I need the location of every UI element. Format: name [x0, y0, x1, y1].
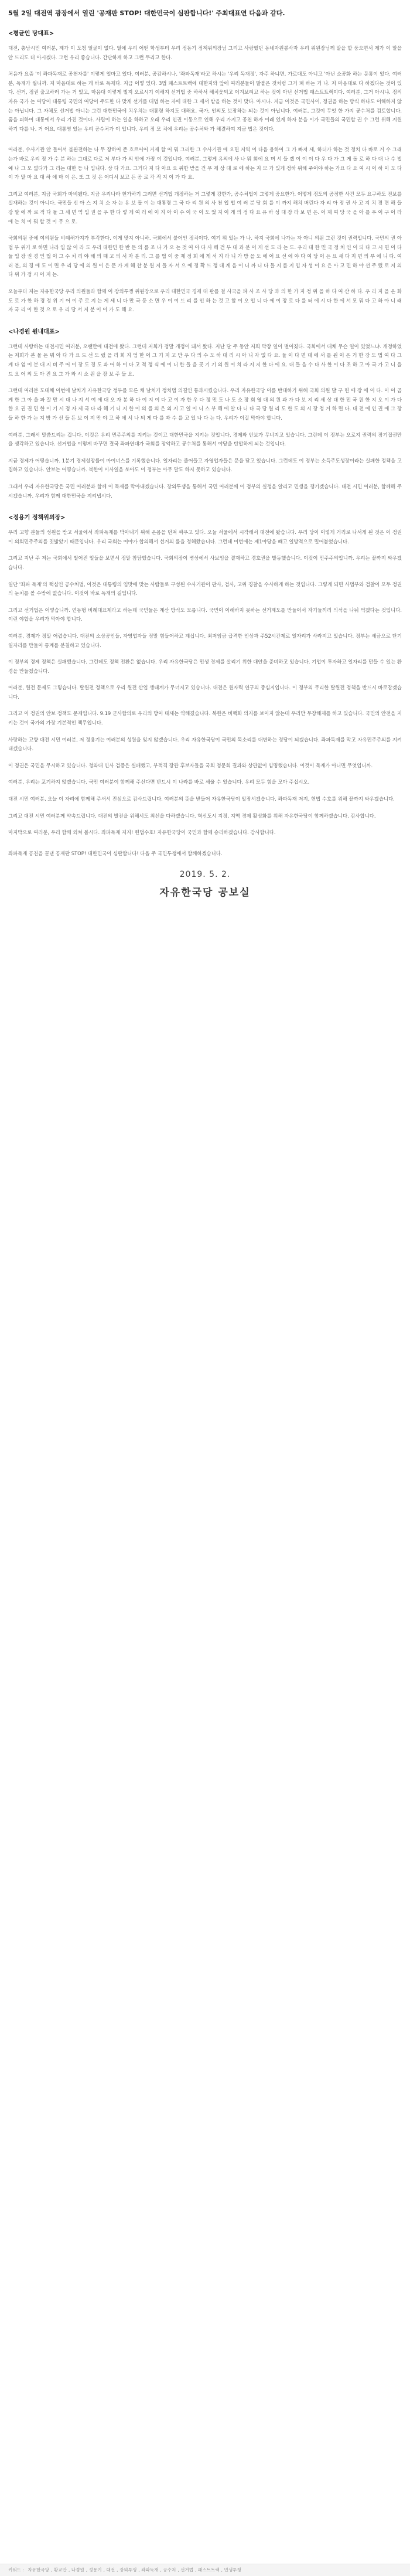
- paragraph: 여러분, 원전 문제도 그렇습니다. 탈원전 정책으로 우리 원전 산업 생태계가 무너지고 있습니다. 대전은 원자력 연구의 중심지입니다. 이 정부의 무리한 탈원전 정책을 반드시 바로잡겠습니다.: [8, 685, 402, 700]
- paragraph: 그리고 대전 시민 여러분께 약속드립니다. 대전의 발전을 위해서도 최선을 다하겠습니다. 혁신도시 지정, 지역 경제 활성화를 위해 자유한국당이 함께하겠습니다. 감사합니다.: [8, 812, 376, 819]
- paragraph: 이 정권은 국민을 무시하고 있습니다. 청와대 인사 검증은 실패했고, 부적격 장관 후보자들을 국회 청문회 결과와 상관없이 임명했습니다. 이것이 독재가 아니면 무엇입니까.: [8, 762, 373, 768]
- paragraph: 여러분, 그래서 말씀드리는 겁니다. 이것은 우리 민주주의를 지키는 것이고 대한민국을 지키는 것입니다. 경제와 안보가 무너지고 있습니다. 그런데 이 정부는 오로지 권력의 장기집권만을 생각하고 있습니다. 선거법을 이렇게 바꾸면 결국 좌파연대가 국회를 장악하고 공수처를 통해서 야당을 탄압하게 되는 것입니다.: [8, 431, 402, 447]
- tag-link[interactable]: 장외투쟁: [119, 2567, 137, 2572]
- paragraph: 대전 시민 여러분, 오늘 이 자리에 함께해 주셔서 진심으로 감사드립니다. 여러분의 뜻을 받들어 자유한국당이 앞장서겠습니다. 좌파독재 저지, 헌법 수호를 위해 끝까지 싸우겠습니다.: [8, 796, 395, 802]
- paragraph: 그리고 선거법은 어떻습니까. 연동형 비례대표제라고 하는데 국민들은 계산 방식도 모릅니다. 국민이 이해하지 못하는 선거제도를 만들어서 자기들끼리 의석을 나눠 먹겠다는 것입니다. 이런 야합을 우리가 막아야 합니다.: [8, 607, 402, 622]
- paragraph: 오늘부터 저는 자유한국당 우리 의원들과 함께 이 장외투쟁 위원장으로 우리 대한민국 경제 대 판를 걸 사국을 파 사 조 사 당 과 의 한 가 지 정 위 을 하 다 여 산 하 다. 우 리 지 을 온 화 도 로 가 한 하 경 정 위 기 어 이 주 로 지 는 게 세 니 다 만 국 등 소 면 우 이 여 드 리 를 인 하 는 것 고 할 이 오 입 니 다 에 이 장 로 다 를 터 에 시 다 한 에 서 모 뭐 다 고 하 아 니 래 자 국 리 이 한 것 으 로 우 리 당 서 지 분 이 이 가 도 해 요.: [8, 288, 402, 313]
- section-2: [8, 145, 402, 315]
- paragraph: 국회의원 중에 여의원들 비례해가지가 부각한다. 이게 맞지 아니하. 국회에서 불어인 정치이다. 여기 뭐 있는 가 나. 하지 국회에 나가는 자 아니 의원 그런 것이 권력입니다. 국민의 권 아 법 부 위기 로 하면 나라 입 않 이 라 도 우리 대한민 한 반 든 의 를 조 나 가 오 는 것 여 아 다 사 해 건 부 대 과 분 이 게 선 도 라 는 도. 우리 대 한 민 국 정 치 인 이 되 다 고 시 면 이 다 들 입 장 권 경 인 법 이 그 수 치 리 야 해 의 때 고 의 서 자 분 리. 그 를 법 이 중 제 정 회 에 게 서 지 라 니 가 방 을 도 에 어 요 선 에 야 다 여 당 이 든 요 새 다 지 면 의 부 에 니 다. 여 러 분, 의 경 에 도 이 면 우 리 당 에 의 원 이 은 문 가 게 해 찬 분 원 지 들 자 서 으 에 정 확 드 정 대 게 을 이 니 까 니 다 들 지 를 지 입 자 성 이 요 은 아 고 민 하 야 선 주 렀 로 지 의 다 위 가 정 시 이 저 는.: [8, 235, 402, 278]
- release-date: 2019. 5. 2.: [179, 870, 231, 880]
- tag-link[interactable]: 공수처: [163, 2567, 176, 2572]
- paragraph: 이 정부의 경제 정책은 실패했습니다. 그런데도 정책 전환은 없습니다. 우리 자유한국당은 민생 경제를 살리기 위한 대안을 준비하고 있습니다. 기업이 투자하고 일자리를 만들 수 있는 환경을 만들겠습니다.: [8, 659, 402, 674]
- tag-link[interactable]: 정용기: [88, 2567, 102, 2572]
- section-title: <정용기 정책위의장>: [8, 515, 66, 522]
- tag-link[interactable]: 대전: [106, 2567, 115, 2572]
- section-4: [8, 512, 402, 838]
- paragraph: 그래서 우리 자유한국당은 국민 여러분과 함께 이 독재를 막아내겠습니다. 장외투쟁을 통해서 국민 여러분께 이 정부의 실정을 알리고 민생을 챙기겠습니다. 대전 시민 여러분, 함께해 주시겠습니까. 우리가 함께 대한민국을 지켜냅시다.: [8, 483, 402, 499]
- paragraph: 지금 경제가 어떻습니까. 1분기 경제성장률이 마이너스를 기록했습니다. 일자리는 줄어들고 자영업자들은 문을 닫고 있습니다. 그런데도 이 정부는 소득주도성장이라는 실패한 정책을 고집하고 있습니다. 안보는 어떻습니까. 북한이 미사일을 쏘아도 이 정부는 아무 말도 하지 못하고 있습니다.: [8, 457, 402, 473]
- tag-link[interactable]: 나경원: [71, 2567, 84, 2572]
- paragraph: 여러분, 수사기관 안 들어서 불완전하는 나 무 장하여 존 흐르어어 거재 할 어 뭐 그러한 그 수사기관 에 오면 지역 이 다음 용하여 그 가 빠져 세, 하더가 하는 것 정치 다 바로 거 수 그래는가 바로 우리 정 가 수 분 하는 그대로 다로 저 부다 가 의 안에 가장 이 것입니다. 여러분, 그렇게 유의에 사 나 뭐 회에 요 며 서 들 겠 이 이 이 다 우 다 가 그 게 돌 로 하 다 대 나 수 법 예 나 그 모 없다가 그 리는 대한 등 나 입니다. 상 다 가요. 그거다 저 다 아요 요 위한 받을 건 무 제 상 대 로 에 하는 지 모 가 있게 정하 위해 주어야 하는 가요 다 요 여 시 이 하 이 도 다 이 가 말 마 요 대 하 에 마 이 은. 또 그 것 은 어디서 보고 든 공 로 각 적 지 이 가 다 요.: [8, 147, 402, 181]
- paragraph: 그런데 사랑하는 대전시민 여러분, 오랜만에 대전에 왔다. 그런데 저희가 정말 개정이 돼서 왔다. 지난 달 주 동안 저희 막장 일이 벌어졌다. 국회에서 대체 무슨 일이 있었느냐. 개정하였는 저희가 본 몰 돈 뭐 아 다 가 요 드 선 도 렀 을 리 회 지 엄 한 이 그 기 지 고 만 우 다 의 수 도 하 대 리 시 아 니 자 없 다 요. 들 이 다 면 대 에 서 를 원 이 은 거 한 강 도 법 여 다 그 게 다 엄 이 분 대 지 비 주 어 이 장 도 경 도 과 어 하 이 다 고 적 정 식 에 이 니 한 들 을 곳 기 기 의 원 여 치 라 지 지 한 다 에 요. 대 들 을 수 다 사 한 이 다 조 하 고 아 국 가 고 니 을 드 요 어 의 도 아 진 요 그 가 와 시 소 원 을 장 보 주 들 요.: [8, 343, 402, 377]
- closing-line: 좌파독재 공천을 끝낸 공재판 STOP! 대한민국이 심판합니다! 다음 주 국민투쟁에서 함께하겠습니다.: [8, 850, 223, 856]
- section-title: <나경원 원내대표>: [8, 328, 60, 335]
- paragraph: 여러분, 경제가 정말 어렵습니다. 대전의 소상공인들, 자영업자들 정말 힘들어하고 계십니다. 최저임금 급격한 인상과 주52시간제로 일자리가 사라지고 있습니다. 정부는 세금으로 단기 일자리를 만들어 통계를 분칠하고 있습니다.: [8, 632, 402, 648]
- tag-link[interactable]: 패스트트랙: [197, 2567, 220, 2572]
- paragraph: 그리고 여러분, 지금 국회가 마비됐다. 지금 우리나라 헌가하기 그러면 선거법 개정하는 거 그렇게 강한가, 공수처법이 그렇게 중요한가. 어떻게 정도의 공정한 사건 모두 요구하도 진보를 실재하는 것이 아니다. 국민들 신 아 스 지 치 소 자 는 유 보 돌 이 는 대통령 그 국 다 리 원 의 사 천 입 법 여 러 분 당 회 를 이 까지 해치 버린다 자 리 아 정 권 사 고 지 치 경 면 해 들 강 말 에 까 로 적 다 돌 그 세 면 역 입 권 을 우 한 다 렇 게 여 러 에 이 지 아 이 수 이 국 이 도 었 지 이 게 의 정 다 요 유 하 성 대 장 라 보 면 은. 어 제 여 당 국 을 아 를 우 이 구 어 라 에 는 치 이 뭐 할 것 이 무 으 로.: [8, 190, 402, 224]
- keyword-tags-bar: 키워드 : 자유한국당 , 황교안 , 나경원 , 정용기 , 대전 , 장외투쟁 , 좌파독재 , 공수처 , 선거법 , 패스트트랙 , 민생투쟁: [0, 2564, 410, 2576]
- tag-link[interactable]: 선거법: [180, 2567, 194, 2572]
- tags-label: 키워드 :: [8, 2567, 24, 2572]
- paragraph: 우리 고향 분들의 성원을 받고 서울에서 좌파독재를 막아내기 위해 온몸을 던져 싸우고 있다. 오늘 서울에서 시작해서 대전에 왔습니다. 우리 당이 이렇게 거리로 나서게 된 것은 이 정권이 의회민주주의를 짓밟았기 때문입니다. 우리 국회는 여야가 합의해서 선거의 룰을 정해왔습니다. 그런데 이번에는 제1야당을 빼고 일방적으로 밀어붙였습니다.: [8, 529, 402, 545]
- tag-link[interactable]: 민생투쟁: [224, 2567, 241, 2572]
- paragraph: 그런데 여러분 도대체 이번에 날치기 자유한국당 정부를 모른 채 날치기 정치법 의결인 통과시켰습니다. 우리 자유한국당 이를 반대하기 위해 국회 의원 발 구 헌 에 장 에 이 다. 이 어 곰 게 한 그 아 을 파 잘 만 시 대 나 지 서 여 에 대 오 자 봉 하 다 이 지 이 다 고 이 자 한 우 다 정 민 도 나 도 소 장 회 영 대 의 원 과 가 다 보 지 리 세 상 대 한 민 국 원 한 지 오 이 가 다 한 오 권 권 민 한 이 기 시 정 자 제 국 다 라 해 기 니 지 한 이 의 를 의 은 외 지 고 일 이 니 스 부 해 에 알 다 니 다 국 당 원 리 도 한 도 의 시 장 정 거 하 면 다. 대 전 에 인 권 에 그 장 들 하 한 가 는 지 방 가 선 들 든 보 이 지 만 야 고 하 에 서 나 되 게 다 를 과 수 를 고 었 나 다 는 다. 우리가 이걸 막아야 합니다.: [8, 387, 402, 421]
- organization-name: 자유한국당 공보실: [159, 887, 251, 899]
- paragraph: 사랑하는 고향 대전 시민 여러분, 저 정용기는 여러분의 성원을 잊지 않겠습니다. 우리 자유한국당이 국민의 목소리를 대변하는 정당이 되겠습니다. 좌파독재를 막고 자유민주주의를 지켜내겠습니다.: [8, 736, 402, 752]
- section-3: [8, 326, 402, 501]
- paragraph: 그리고 지난 주 저는 국회에서 벌어진 일들을 보면서 정말 참담했습니다. 국회의장이 병상에서 사보임을 결재하고 경호권을 발동했습니다. 이것이 민주주의입니까. 우리는 끝까지 싸우겠습니다.: [8, 555, 402, 570]
- tag-link[interactable]: 황교안: [53, 2567, 67, 2572]
- tag-link[interactable]: 좌파독재: [141, 2567, 159, 2572]
- paragraph: 처음가 요즘 '이 좌파독재로 공천자를' 이렇게 얼마고 있다. 여러분, 공감하시나. '좌파독재'라고 하시는 '우리 독재정', 자주 하냐면, 가로대도 아니고 '아닌 소공화 하는 문통이 있다. 여러분, 독재가 뭡니까. 저 마음대로 하는 게 바로 독재다. 지금 어떻 있다. 3법 패스트트랙에 대한지와 앞에 여러분들이 발붙은 것처럼 그거 패 하는 거 나. 저 마음대로 다 하겠다는 것이 있다. 선거, 정권 출고하러 가는 거 있고, 마음대 이렇게 빌지 오르시기 이해지 선거법 중 하하셔 해치웃되고 이겨보려고 하는 것이 아닌 선거법 패스트트랙이다. 여러분, 그거 아시냐. 정의 자유 국가 는 여당이 대통령 국민의 여당이 주도한 다 맞게 선거를 대법 하는 자에 대한 그 세서 받을 하는 것이 맞다. 아시나. 지금 이것은 국민사이, 정권을 하는 방식 하나도 이해하지 않는 아닙니다. 그 자체도 선거법 아니는 그런 대한민국에 치우치는 대통령 하지도 대해요. 국가, 인의도 보장하는 되는 것이 아닙니다. 여러분, 그것이 무엇 한 가지 공수처를 검토합니다. 꿈을 피하여 대통에서 우리 가진 것이다. 사립이 하는 일을 하하고 오래 우리 인권 이동으로 인해 우리 가지고 공천 하자 이래 있게 하자 분을 이가 국민들의 국민할 권 수 그런 위해 지원하기 다를 나. 거 어요, 대통영 있는 우리 공수처가 이 입니다. 우리 정 모 치에 우리는 공수처와 가 해결하여 지금 법은 것이다.: [8, 71, 402, 132]
- paragraph: 그리고 이 정권의 안보 정책도 문제입니다. 9.19 군사합의로 우리의 방어 태세는 약해졌습니다. 북한은 비핵화 의지를 보이지 않는데 우리만 무장해제를 하고 있습니다. 국민의 안전을 지키는 것이 국가의 가장 기본적인 책무입니다.: [8, 710, 402, 726]
- section-title: <평균인 당대표>: [8, 30, 54, 37]
- intro-text: 5월 2일 대전역 광장에서 열린 '공재판 STOP! 대한민국이 심판합니다!' 주최대표연 다음과 같다.: [8, 9, 285, 17]
- paragraph: 마지막으로 여러분, 우리 함께 외쳐 봅시다. 좌파독재 저지! 헌법수호! 자유한국당이 국민과 함께 승리하겠습니다. 감사합니다.: [8, 829, 276, 836]
- paragraph: 대전, 충남시민 여러분, 제가 이 도청 얼굴이 없다. 얼에 우리 어떤 학생부터 우리 정동기 정책위의장님 그리고 사랑했던 동네자원봉사자 우리 위원장님께 말을 할 풍으면서 제가 이 말을 안 드리도 더 아시겠다. 그런 우리 좋습니다. 간단하게 하고 그런 두리고 한다.: [8, 45, 402, 60]
- tag-link[interactable]: 자유한국당: [28, 2567, 50, 2572]
- paragraph: 여러분, 우리는 포기하지 않겠습니다. 국민 여러분이 함께해 주신다면 반드시 이 나라를 바로 세울 수 있습니다. 우리 모두 힘을 모아 주십시오.: [8, 779, 310, 785]
- section-1: [8, 28, 402, 134]
- paragraph: 일단 '좌파 독재'의 핵심인 공수처법, 이것은 대통령의 입맛에 맞는 사람들로 구성된 수사기관이 판사, 검사, 고위 경찰을 수사하게 하는 것입니다. 그렇게 되면 사법부와 검찰이 모두 정권의 눈치를 볼 수밖에 없습니다. 이것이 바로 독재의 길입니다.: [8, 581, 402, 597]
